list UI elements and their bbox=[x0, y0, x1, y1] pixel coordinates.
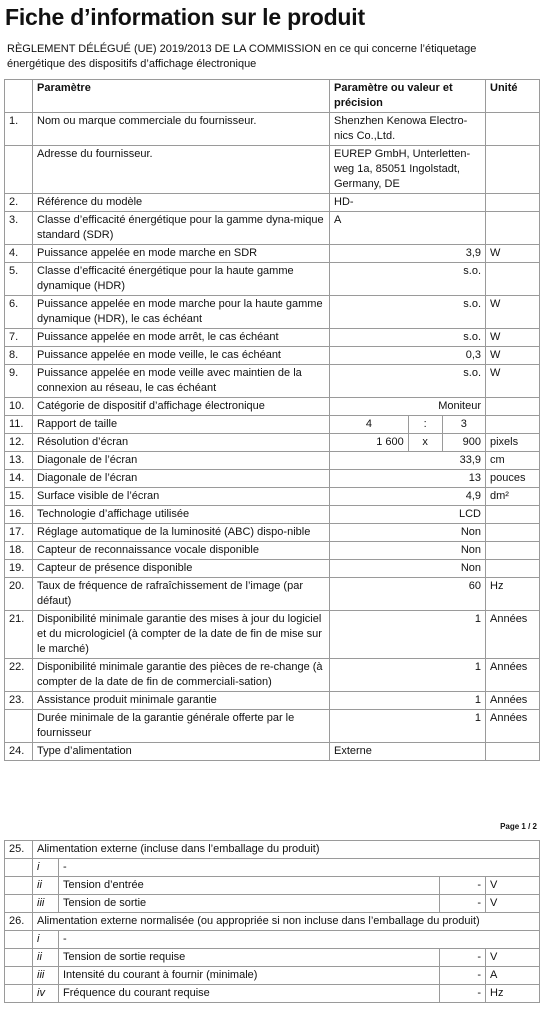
row-value: Non bbox=[330, 524, 486, 542]
table-row bbox=[5, 985, 540, 1003]
table-row bbox=[5, 470, 540, 488]
table-row bbox=[5, 895, 540, 913]
row-value: HD- bbox=[330, 194, 486, 212]
sub-unit: V bbox=[486, 949, 540, 967]
table-row bbox=[5, 542, 540, 560]
row-number: 14. bbox=[5, 470, 33, 488]
sub-unit: A bbox=[486, 967, 540, 985]
ratio-separator: : bbox=[408, 416, 442, 433]
parameters-table bbox=[4, 79, 540, 761]
row-number: 23. bbox=[5, 692, 33, 710]
power-supply-table bbox=[4, 840, 540, 1003]
sub-value: - bbox=[440, 877, 486, 895]
regulation-intro: RÈGLEMENT DÉLÉGUÉ (UE) 2019/2013 DE LA COMMISSION en ce qui concerne l’étiquetage énergétique des dispositifs d’affichage électronique bbox=[7, 43, 477, 70]
row-unit: pixels bbox=[486, 434, 540, 452]
sub-number: ii bbox=[33, 877, 59, 895]
row-unit bbox=[486, 524, 540, 542]
row-value: 1 bbox=[330, 611, 486, 659]
sub-label: Intensité du courant à fournir (minimale) bbox=[59, 967, 440, 985]
row-unit bbox=[486, 506, 540, 524]
row-unit: Années bbox=[486, 692, 540, 710]
section-number: 26. bbox=[5, 913, 33, 931]
sub-label: Tension de sortie requise bbox=[59, 949, 440, 967]
row-value bbox=[330, 416, 486, 434]
row-label: Disponibilité minimale garantie des mises à jour du logiciel et du micrologiciel (à compter de la date de fin de mise sur le marché) bbox=[33, 611, 330, 659]
row-label: Puissance appelée en mode veille, le cas échéant bbox=[33, 347, 330, 365]
row-label: Classe d’efficacité énergétique pour la gamme dyna-mique standard (SDR) bbox=[33, 212, 330, 245]
blank-cell bbox=[5, 877, 33, 895]
sub-number: ii bbox=[33, 949, 59, 967]
row-value: s.o. bbox=[330, 365, 486, 398]
row-number: 19. bbox=[5, 560, 33, 578]
sub-unit: V bbox=[486, 877, 540, 895]
row-number: 5. bbox=[5, 263, 33, 296]
table-row bbox=[5, 967, 540, 985]
sub-label: Tension d’entrée bbox=[59, 877, 440, 895]
row-label: Puissance appelée en mode arrêt, le cas échéant bbox=[33, 329, 330, 347]
row-unit bbox=[486, 263, 540, 296]
table-row bbox=[5, 949, 540, 967]
row-unit bbox=[486, 542, 540, 560]
row-unit: Hz bbox=[486, 578, 540, 611]
row-value: 4,9 bbox=[330, 488, 486, 506]
row-number: 8. bbox=[5, 347, 33, 365]
table-row bbox=[5, 296, 540, 329]
sub-value: - bbox=[440, 967, 486, 985]
resolution-first: 1 600 bbox=[330, 434, 408, 451]
row-value: Externe bbox=[330, 743, 486, 761]
row-label: Adresse du fournisseur. bbox=[33, 146, 330, 194]
row-number: 17. bbox=[5, 524, 33, 542]
row-number: 10. bbox=[5, 398, 33, 416]
row-unit bbox=[486, 113, 540, 146]
row-value: s.o. bbox=[330, 263, 486, 296]
row-label: Résolution d’écran bbox=[33, 434, 330, 452]
row-value: A bbox=[330, 212, 486, 245]
row-label: Surface visible de l’écran bbox=[33, 488, 330, 506]
row-value: 0,3 bbox=[330, 347, 486, 365]
row-value: Shenzhen Kenowa Electro-nics Co.,Ltd. bbox=[330, 113, 486, 146]
ratio-first: 4 bbox=[330, 416, 408, 433]
row-label: Référence du modèle bbox=[33, 194, 330, 212]
row-number: 16. bbox=[5, 506, 33, 524]
sub-label: - bbox=[59, 931, 540, 949]
row-unit bbox=[486, 416, 540, 434]
page-number: Page 1 / 2 bbox=[500, 822, 537, 831]
section-title: Alimentation externe normalisée (ou appropriée si non incluse dans l’emballage du produit) bbox=[33, 913, 540, 931]
row-label: Puissance appelée en mode marche pour la haute gamme dynamique (HDR), le cas échéant bbox=[33, 296, 330, 329]
row-label: Puissance appelée en mode veille avec maintien de la connexion au réseau, le cas échéant bbox=[33, 365, 330, 398]
row-unit bbox=[486, 398, 540, 416]
sub-unit: Hz bbox=[486, 985, 540, 1003]
row-unit: Années bbox=[486, 611, 540, 659]
row-label: Capteur de présence disponible bbox=[33, 560, 330, 578]
row-value: s.o. bbox=[330, 296, 486, 329]
row-value: 13 bbox=[330, 470, 486, 488]
blank-cell bbox=[5, 967, 33, 985]
row-unit: W bbox=[486, 296, 540, 329]
table-row bbox=[5, 263, 540, 296]
row-number: 13. bbox=[5, 452, 33, 470]
header-unit: Unité bbox=[486, 80, 540, 113]
row-number: 21. bbox=[5, 611, 33, 659]
row-number: 4. bbox=[5, 245, 33, 263]
header-param: Paramètre bbox=[33, 80, 330, 113]
table-row bbox=[5, 659, 540, 692]
row-unit: W bbox=[486, 245, 540, 263]
row-label: Nom ou marque commerciale du fournisseur. bbox=[33, 113, 330, 146]
table-row bbox=[5, 931, 540, 949]
row-unit: cm bbox=[486, 452, 540, 470]
row-value: 33,9 bbox=[330, 452, 486, 470]
table-row bbox=[5, 245, 540, 263]
row-value: s.o. bbox=[330, 329, 486, 347]
row-value: 1 bbox=[330, 659, 486, 692]
table-row bbox=[5, 560, 540, 578]
table-row bbox=[5, 524, 540, 542]
blank-cell bbox=[5, 895, 33, 913]
table-header-row bbox=[5, 80, 540, 113]
row-value: Non bbox=[330, 542, 486, 560]
section-header-row bbox=[5, 841, 540, 859]
section-header-row bbox=[5, 913, 540, 931]
row-unit: W bbox=[486, 329, 540, 347]
table-row bbox=[5, 710, 540, 743]
row-unit bbox=[486, 560, 540, 578]
table-row bbox=[5, 859, 540, 877]
table-row bbox=[5, 452, 540, 470]
row-value bbox=[330, 434, 486, 452]
blank-cell bbox=[5, 985, 33, 1003]
sub-value: - bbox=[440, 895, 486, 913]
row-label: Diagonale de l’écran bbox=[33, 470, 330, 488]
row-number: 24. bbox=[5, 743, 33, 761]
row-number: 1. bbox=[5, 113, 33, 146]
header-value: Paramètre ou valeur et précision bbox=[330, 80, 486, 113]
sub-number: iv bbox=[33, 985, 59, 1003]
section-title: Alimentation externe (incluse dans l’emballage du produit) bbox=[33, 841, 540, 859]
row-value: Moniteur bbox=[330, 398, 486, 416]
row-label: Assistance produit minimale garantie bbox=[33, 692, 330, 710]
table-row bbox=[5, 398, 540, 416]
table-row bbox=[5, 692, 540, 710]
row-value: Non bbox=[330, 560, 486, 578]
row-label: Technologie d’affichage utilisée bbox=[33, 506, 330, 524]
table-row bbox=[5, 113, 540, 146]
row-number: 15. bbox=[5, 488, 33, 506]
row-label: Diagonale de l’écran bbox=[33, 452, 330, 470]
row-label: Rapport de taille bbox=[33, 416, 330, 434]
row-number: 18. bbox=[5, 542, 33, 560]
row-value: LCD bbox=[330, 506, 486, 524]
row-label: Disponibilité minimale garantie des pièces de re-change (à compter de la date de fin de commerciali-sation) bbox=[33, 659, 330, 692]
table-row bbox=[5, 877, 540, 895]
row-number: 2. bbox=[5, 194, 33, 212]
row-number: 3. bbox=[5, 212, 33, 245]
row-unit: dm² bbox=[486, 488, 540, 506]
table-row bbox=[5, 434, 540, 452]
row-number bbox=[5, 146, 33, 194]
row-label: Durée minimale de la garantie générale offerte par le fournisseur bbox=[33, 710, 330, 743]
resolution-second: 900 bbox=[462, 436, 481, 448]
row-unit bbox=[486, 194, 540, 212]
row-value: 3,9 bbox=[330, 245, 486, 263]
sub-label: Tension de sortie bbox=[59, 895, 440, 913]
row-value: EUREP GmbH, Unterletten-weg 1a, 85051 Ingolstadt, Germany, DE bbox=[330, 146, 486, 194]
row-number: 9. bbox=[5, 365, 33, 398]
sub-unit: V bbox=[486, 895, 540, 913]
sub-number: i bbox=[33, 859, 59, 877]
row-number: 12. bbox=[5, 434, 33, 452]
blank-cell bbox=[5, 859, 33, 877]
table-row bbox=[5, 743, 540, 761]
row-unit: W bbox=[486, 365, 540, 398]
row-unit bbox=[486, 212, 540, 245]
row-label: Puissance appelée en mode marche en SDR bbox=[33, 245, 330, 263]
blank-cell bbox=[5, 931, 33, 949]
row-number: 11. bbox=[5, 416, 33, 434]
blank-cell bbox=[5, 949, 33, 967]
sub-label: - bbox=[59, 859, 540, 877]
row-unit: W bbox=[486, 347, 540, 365]
row-unit bbox=[486, 146, 540, 194]
table-row bbox=[5, 347, 540, 365]
resolution-separator: x bbox=[408, 434, 442, 451]
row-label: Capteur de reconnaissance vocale disponible bbox=[33, 542, 330, 560]
row-label: Taux de fréquence de rafraîchissement de l’image (par défaut) bbox=[33, 578, 330, 611]
row-unit: pouces bbox=[486, 470, 540, 488]
row-label: Type d’alimentation bbox=[33, 743, 330, 761]
row-value: 1 bbox=[330, 710, 486, 743]
table-row bbox=[5, 578, 540, 611]
sub-number: i bbox=[33, 931, 59, 949]
table-row bbox=[5, 611, 540, 659]
table-row bbox=[5, 488, 540, 506]
page-title: Fiche d’information sur le produit bbox=[5, 4, 365, 30]
row-number: 20. bbox=[5, 578, 33, 611]
table-row bbox=[5, 212, 540, 245]
row-value: 60 bbox=[330, 578, 486, 611]
row-unit: Années bbox=[486, 659, 540, 692]
row-number bbox=[5, 710, 33, 743]
table-row bbox=[5, 329, 540, 347]
row-number: 6. bbox=[5, 296, 33, 329]
table-row bbox=[5, 365, 540, 398]
sub-number: iii bbox=[33, 895, 59, 913]
sub-value: - bbox=[440, 949, 486, 967]
sub-label: Fréquence du courant requise bbox=[59, 985, 440, 1003]
section-number: 25. bbox=[5, 841, 33, 859]
row-number: 22. bbox=[5, 659, 33, 692]
table-row bbox=[5, 416, 540, 434]
table-row bbox=[5, 146, 540, 194]
row-unit bbox=[486, 743, 540, 761]
row-label: Réglage automatique de la luminosité (ABC) dispo-nible bbox=[33, 524, 330, 542]
sub-number: iii bbox=[33, 967, 59, 985]
row-number: 7. bbox=[5, 329, 33, 347]
sub-value: - bbox=[440, 985, 486, 1003]
table-row bbox=[5, 506, 540, 524]
row-unit: Années bbox=[486, 710, 540, 743]
ratio-second: 3 bbox=[460, 418, 467, 430]
row-label: Classe d’efficacité énergétique pour la haute gamme dynamique (HDR) bbox=[33, 263, 330, 296]
table-row bbox=[5, 194, 540, 212]
row-label: Catégorie de dispositif d’affichage électronique bbox=[33, 398, 330, 416]
row-value: 1 bbox=[330, 692, 486, 710]
